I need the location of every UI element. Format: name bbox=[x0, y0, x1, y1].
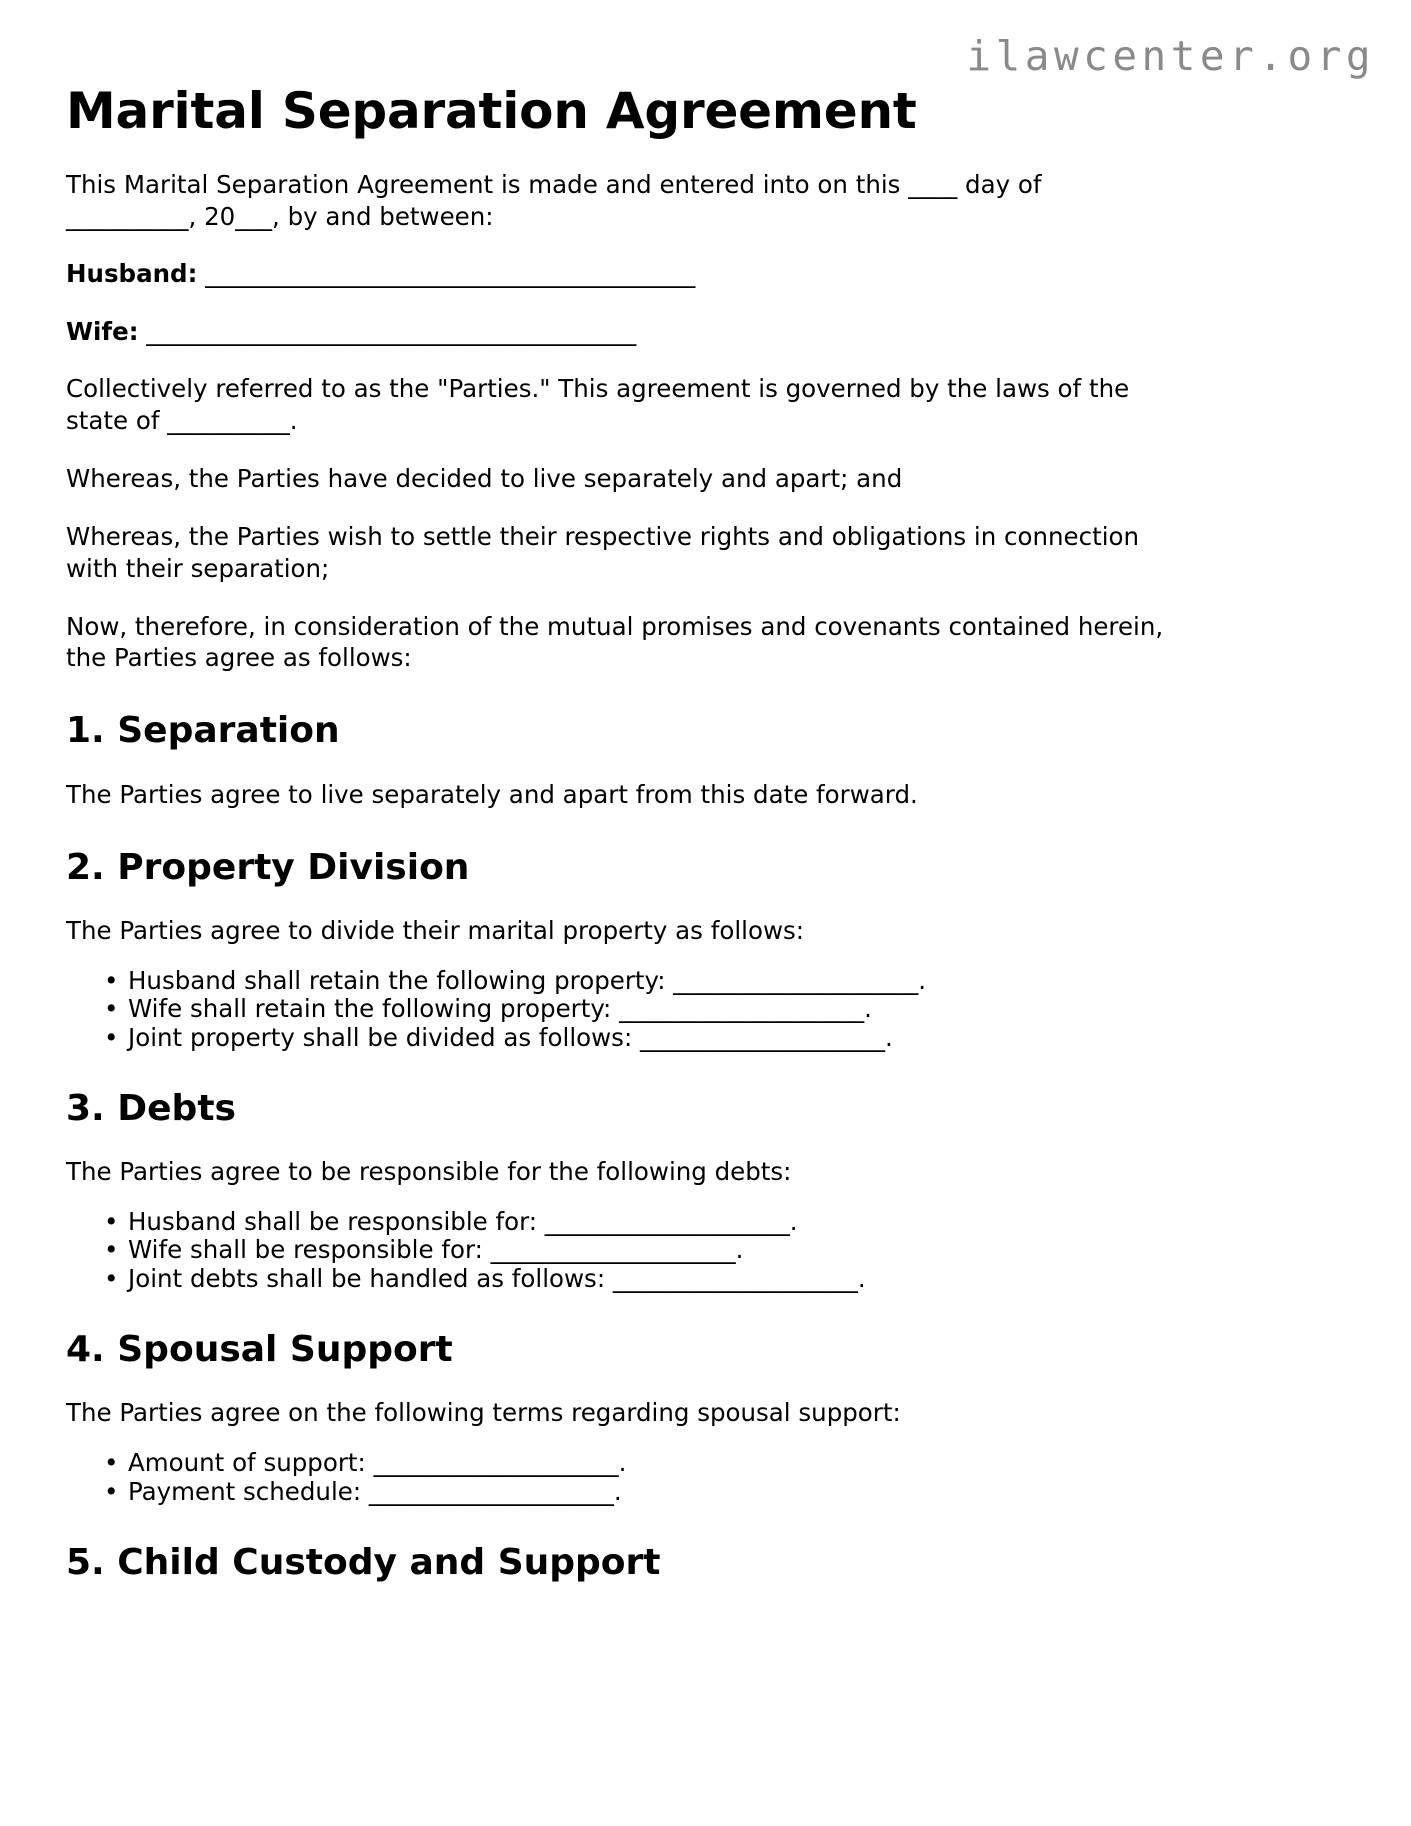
list-item: • Wife shall be responsible for: ____________________. bbox=[128, 1236, 1178, 1264]
wife-blank: ________________________________________ bbox=[146, 316, 637, 346]
intro-paragraph: This Marital Separation Agreement is made and entered into on this ____ day of __________, 20___, by and between: bbox=[66, 170, 1042, 231]
list-item: • Husband shall retain the following property: ____________________. bbox=[128, 967, 1178, 995]
husband-label: Husband: bbox=[66, 258, 198, 288]
party-row-husband bbox=[66, 258, 1178, 290]
list-item: • Joint property shall be divided as follows: ____________________. bbox=[128, 1024, 1178, 1052]
section-body-4: The Parties agree on the following terms regarding spousal support: bbox=[66, 1398, 901, 1428]
site-watermark: ilawcenter.org bbox=[966, 32, 1375, 80]
section-body-2: The Parties agree to divide their marital property as follows: bbox=[66, 916, 805, 946]
section-2-bullet-list bbox=[66, 967, 1178, 1052]
governing-law-paragraph: Collectively referred to as the "Parties." This agreement is governed by the laws of the state of __________. bbox=[66, 374, 1130, 436]
whereas-paragraph-2: Whereas, the Parties wish to settle their respective rights and obligations in connection with their separation; bbox=[66, 521, 1140, 583]
section-heading-3: 3. Debts bbox=[66, 1087, 236, 1129]
wife-label: Wife: bbox=[66, 316, 139, 346]
section-heading-4: 4. Spousal Support bbox=[66, 1329, 453, 1370]
now-therefore-paragraph: Now, therefore, in consideration of the mutual promises and covenants contained herein, the Parties agree as follows: bbox=[66, 611, 1164, 673]
section-heading-2: 2. Property Division bbox=[66, 846, 470, 888]
list-item: • Payment schedule: ____________________. bbox=[128, 1478, 1178, 1506]
document-body bbox=[66, 0, 1178, 1584]
section-body-1: The Parties agree to live separately and apart from this date forward. bbox=[66, 779, 918, 809]
section-body-3: The Parties agree to be responsible for the following debts: bbox=[66, 1157, 792, 1187]
list-item: • Husband shall be responsible for: ____________________. bbox=[128, 1208, 1178, 1236]
section-heading-1: 1. Separation bbox=[66, 710, 340, 752]
page-title: Marital Separation Agreement bbox=[66, 82, 917, 140]
list-item: • Amount of support: ____________________. bbox=[128, 1449, 1178, 1477]
list-item: • Wife shall retain the following property: ____________________. bbox=[128, 995, 1178, 1023]
section-heading-5: 5. Child Custody and Support bbox=[66, 1541, 661, 1583]
section-4-bullet-list bbox=[66, 1449, 1178, 1506]
list-item: • Joint debts shall be handled as follows: ____________________. bbox=[128, 1265, 1178, 1293]
section-3-bullet-list bbox=[66, 1208, 1178, 1293]
party-row-wife bbox=[66, 316, 1178, 348]
whereas-paragraph-1: Whereas, the Parties have decided to live separately and apart; and bbox=[66, 464, 903, 494]
husband-blank: ________________________________________ bbox=[205, 258, 696, 288]
